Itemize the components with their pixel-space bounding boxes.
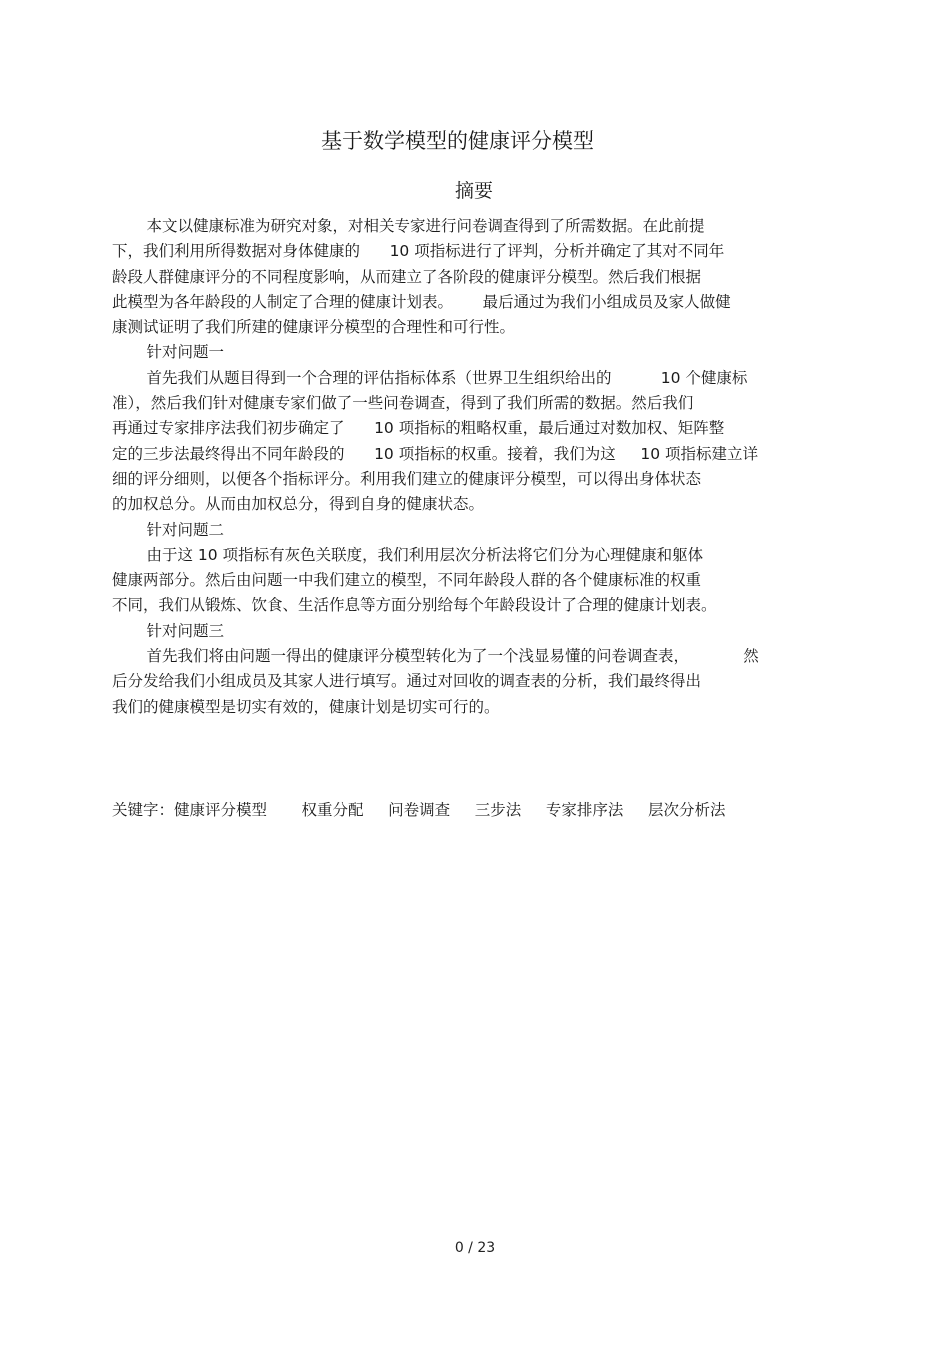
abstract-line: 康测试证明了我们所建的健康评分模型的合理性和可行性。 bbox=[112, 318, 516, 337]
page-number: 0 / 23 bbox=[454, 1240, 496, 1256]
problem-three-heading: 针对问题三 bbox=[112, 621, 224, 640]
abstract-body bbox=[112, 214, 842, 720]
problem-one-line: 定的三步法最终得出不同年龄段的 10 项指标的权重。接着，我们为这 10 项指标建立详 bbox=[112, 444, 758, 463]
problem-three-line: 首先我们将由问题一得出的健康评分模型转化为了一个浅显易懂的问卷调查表， 然 bbox=[112, 647, 759, 666]
abstract-line: 下，我们利用所得数据对身体健康的 10 项指标进行了评判，分析并确定了其对不同年 bbox=[112, 242, 725, 261]
abstract-line: 此模型为各年龄段的人制定了合理的健康计划表。 最后通过为我们小组成员及家人做健 bbox=[112, 292, 731, 311]
problem-two-line: 由于这 10 项指标有灰色关联度，我们利用层次分析法将它们分为心理健康和躯体 bbox=[112, 545, 704, 564]
problem-two-heading: 针对问题二 bbox=[112, 520, 224, 539]
problem-three-line: 我们的健康模型是切实有效的，健康计划是切实可行的。 bbox=[112, 697, 500, 716]
abstract-heading: 摘要 bbox=[454, 180, 493, 202]
keywords-line: 关键字：健康评分模型 权重分配 问卷调查 三步法 专家排序法 层次分析法 bbox=[112, 801, 726, 819]
problem-two-line: 不同，我们从锻炼、饮食、生活作息等方面分别给每个年龄段设计了合理的健康计划表。 bbox=[112, 596, 717, 615]
problem-two-line: 健康两部分。然后由问题一中我们建立的模型，不同年龄段人群的各个健康标准的权重 bbox=[112, 571, 702, 590]
document-title: 基于数学模型的健康评分模型 bbox=[321, 129, 594, 153]
abstract-line: 本文以健康标准为研究对象，对相关专家进行问卷调查得到了所需数据。在此前提 bbox=[112, 217, 705, 235]
problem-one-line: 细的评分细则，以便各个指标评分。利用我们建立的健康评分模型，可以得出身体状态 bbox=[112, 469, 702, 488]
problem-three-line: 后分发给我们小组成员及其家人进行填写。通过对回收的调查表的分析，我们最终得出 bbox=[112, 672, 702, 691]
abstract-line: 龄段人群健康评分的不同程度影响，从而建立了各阶段的健康评分模型。然后我们根据 bbox=[112, 267, 702, 286]
problem-one-line: 的加权总分。从而由加权总分，得到自身的健康状态。 bbox=[112, 495, 485, 514]
problem-one-heading: 针对问题一 bbox=[112, 343, 224, 362]
problem-one-line: 再通过专家排序法我们初步确定了 10 项指标的粗略权重，最后通过对数加权、矩阵整 bbox=[112, 419, 725, 438]
problem-one-line: 准），然后我们针对健康专家们做了一些问卷调查，得到了我们所需的数据。然后我们 bbox=[112, 394, 694, 413]
problem-one-line: 首先我们从题目得到一个合理的评估指标体系（世界卫生组织给出的 10 个健康标 bbox=[112, 368, 748, 387]
